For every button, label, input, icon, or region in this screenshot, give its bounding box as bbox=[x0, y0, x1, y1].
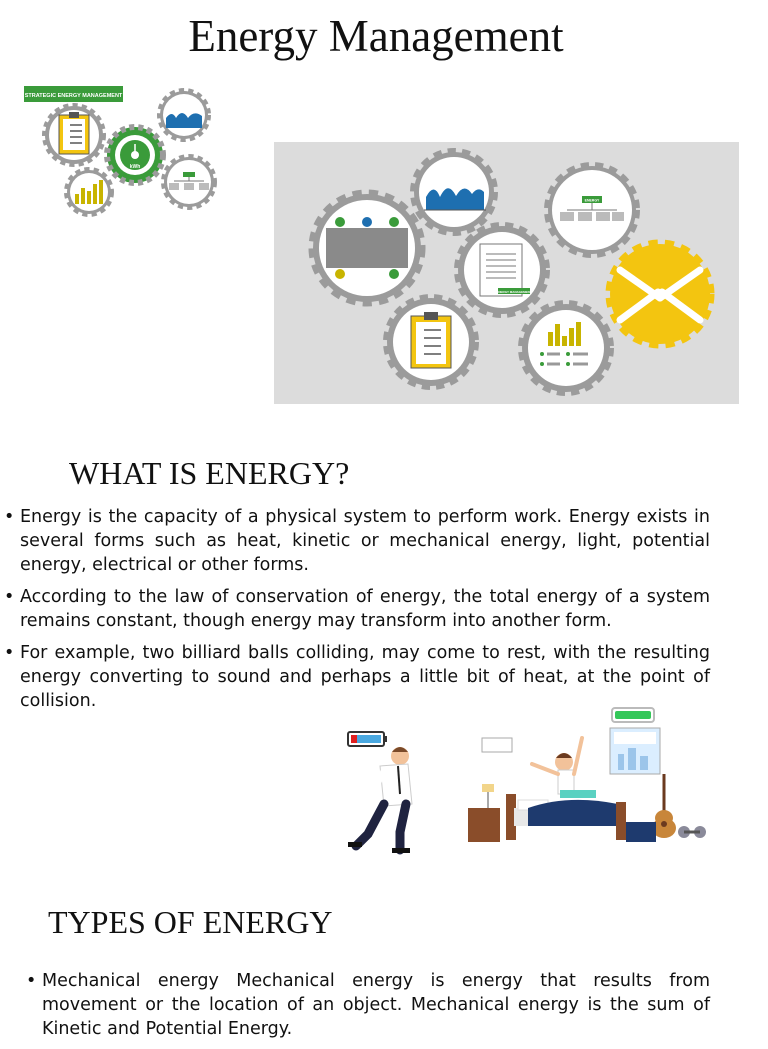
tired-man-icon bbox=[348, 747, 412, 853]
page-title: Energy Management bbox=[188, 11, 564, 61]
strategic-energy-management-graphic bbox=[0, 80, 272, 230]
area-chart-gear bbox=[414, 152, 494, 232]
clipboard-icon bbox=[411, 312, 451, 368]
bullet-text: Mechanical energy Mechanical energy is energy that results from movement or the location of an object. Mechanical energy is the sum of Kinetic and Potential Energy. bbox=[42, 971, 710, 1039]
bullet-list-what-is-energy bbox=[4, 505, 710, 721]
bar-chart-gear bbox=[67, 170, 111, 214]
clipboard-gear bbox=[45, 106, 103, 164]
org-chart-gear bbox=[164, 157, 214, 207]
dumbbell-icon bbox=[678, 826, 706, 838]
nightstand bbox=[468, 784, 500, 842]
bullet-dot: • bbox=[4, 643, 15, 663]
section-heading-types-of-energy: TYPES OF ENERGY bbox=[48, 904, 333, 940]
bullet-text: According to the law of conservation of energy, the total energy of a system remains constant, though energy may transform into another form. bbox=[20, 587, 710, 631]
meter-gear bbox=[107, 127, 163, 183]
document-gear bbox=[458, 226, 546, 314]
energy-management-gears-graphic bbox=[274, 142, 739, 404]
svg-text:ENERGY: ENERGY bbox=[584, 198, 600, 203]
list-item bbox=[4, 505, 710, 577]
bullet-list-types-of-energy bbox=[26, 969, 710, 1049]
area-chart-gear bbox=[160, 91, 208, 139]
full-battery-icon bbox=[612, 708, 654, 722]
window-icon bbox=[610, 728, 660, 774]
bullet-dot: • bbox=[4, 507, 15, 527]
bar-chart-gear bbox=[522, 304, 610, 392]
banner-text: STRATEGIC ENERGY MANAGEMENT bbox=[24, 93, 123, 99]
svg-text:kWh: kWh bbox=[129, 164, 141, 170]
bed bbox=[506, 794, 626, 840]
section-heading-what-is-energy: WHAT IS ENERGY? bbox=[69, 455, 350, 491]
handshake-gear bbox=[610, 244, 710, 344]
bullet-dot: • bbox=[26, 971, 37, 991]
box bbox=[626, 822, 656, 842]
area-chart-icon bbox=[166, 113, 202, 128]
meeting-gear bbox=[313, 194, 421, 302]
picture-frame bbox=[482, 738, 512, 752]
bullet-dot: • bbox=[4, 587, 15, 607]
list-item bbox=[4, 585, 710, 633]
energy-illustration bbox=[328, 704, 713, 859]
org-chart-gear bbox=[548, 166, 636, 254]
svg-text:ENERGY MANAGEMENT: ENERGY MANAGEMENT bbox=[496, 290, 532, 294]
clipboard-gear bbox=[387, 298, 475, 386]
list-item bbox=[26, 969, 710, 1041]
bullet-text: Energy is the capacity of a physical system to perform work. Energy exists in several forms such as heat, kinetic or mechanical energy, light, potential energy, electrical or other forms. bbox=[20, 507, 710, 575]
low-battery-icon bbox=[348, 732, 387, 746]
bullet-text: For example, two billiard balls colliding, may come to rest, with the resulting energy converting to sound and perhaps a little bit of heat, at the point of collision. bbox=[20, 643, 710, 711]
document-icon bbox=[480, 244, 530, 296]
list-item bbox=[4, 641, 710, 713]
clipboard-icon bbox=[59, 112, 89, 154]
waking-person-icon bbox=[532, 738, 596, 798]
